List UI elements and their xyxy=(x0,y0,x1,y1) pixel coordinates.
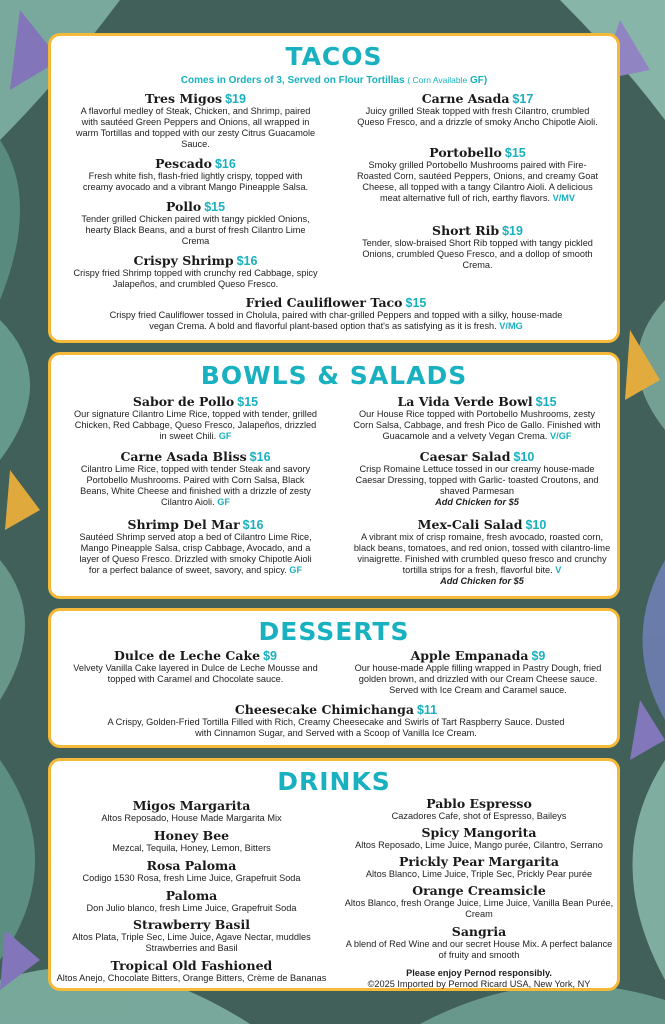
item-name: Strawberry Basil xyxy=(133,917,250,932)
drink-item xyxy=(59,799,324,824)
menu-item xyxy=(73,518,318,576)
item-price: $19 xyxy=(502,224,523,238)
menu-item xyxy=(73,200,318,247)
item-desc: Tender, slow-braised Short Rib topped with tangy pickled Onions, crumbled Queso Fresco, and a dollop of smooth Crema. xyxy=(362,238,593,270)
menu-item xyxy=(355,224,600,271)
drink-item xyxy=(343,855,615,880)
menu-item xyxy=(73,254,318,290)
diet-tag: GF xyxy=(289,565,303,575)
menu-item xyxy=(73,92,318,150)
menu-item xyxy=(73,450,318,508)
drink-item xyxy=(343,925,615,961)
item-desc: A Crispy, Golden-Fried Tortilla Filled with Rich, Creamy Cheesecake and Swirls of Tart Raspberry Sauce. Dusted with Cinnamon Sugar, and Served with a Scoop of Vanilla Ice Cream. xyxy=(107,717,565,738)
item-desc: Tender grilled Chicken paired with tangy pickled Onions, hearty Black Beans, and a burst of fresh Cilantro Lime Crema xyxy=(81,214,310,246)
item-name: Tropical Old Fashioned xyxy=(110,958,273,973)
drinks-title: DRINKS xyxy=(277,767,391,796)
item-price: $16 xyxy=(236,254,258,268)
drink-item xyxy=(59,829,324,854)
item-name: Prickly Pear Margarita xyxy=(399,854,559,869)
item-price: $11 xyxy=(416,703,438,717)
item-desc: Our signature Cilantro Lime Rice, topped with tender, grilled Chicken, Red Cabbage, Queso Fresco, Jalapeños, drizzled in sweet Chili. xyxy=(73,409,318,441)
bowls-panel xyxy=(48,352,620,599)
menu-item xyxy=(351,395,603,442)
legal-line-1: Please enjoy Pernod responsibly. xyxy=(406,968,552,978)
diet-tag: V/GF xyxy=(550,431,572,441)
tacos-subtitle-text: Comes in Orders of 3, Served on Flour Tortillas xyxy=(180,75,405,86)
item-desc: Our House Rice topped with Portobello Mushrooms, zesty Corn Salsa, Cabbage, and fresh Pico de Gallo. Finished with Guacamole and a velvety Vegan Crema. xyxy=(353,409,601,441)
menu-item xyxy=(347,649,609,696)
item-desc: A vibrant mix of crisp romaine, fresh avocado, roasted corn, black beans, tomatoes, and red onion, tossed with cilantro-lime vinaigrette. Finished with crumbled queso fresco and crunchy tortilla strips for a fresh, flavorful bite. xyxy=(353,532,611,575)
add-chicken-note: Add Chicken for $5 xyxy=(435,497,519,507)
drink-item xyxy=(343,797,615,822)
tacos-title: TACOS xyxy=(285,42,383,71)
item-name: Dulce de Leche Cake xyxy=(114,648,261,663)
item-name: Caesar Salad xyxy=(419,449,511,464)
bowls-title: BOWLS & SALADS xyxy=(200,361,468,390)
menu-item xyxy=(73,649,318,685)
diet-tag: V xyxy=(555,565,562,575)
item-desc: Altos Anejo, Chocolate Bitters, Orange Bitters, Crème de Bananas xyxy=(56,973,327,983)
item-price: $16 xyxy=(242,518,264,532)
item-name: Rosa Paloma xyxy=(146,858,237,873)
item-name: Honey Bee xyxy=(153,828,230,843)
item-desc: Altos Blanco, fresh Orange Juice, Lime Juice, Vanilla Bean Purée, Cream xyxy=(344,898,614,919)
item-name: Tres Migos xyxy=(145,91,223,106)
menu-item xyxy=(73,395,318,442)
item-price: $19 xyxy=(225,92,246,106)
item-name: Paloma xyxy=(165,888,218,903)
menu-item xyxy=(101,703,571,739)
item-price: $9 xyxy=(263,649,277,663)
item-name: Short Rib xyxy=(432,223,500,238)
item-name: Cheesecake Chimichanga xyxy=(234,702,414,717)
item-desc: Crispy fried Cauliflower tossed in Cholula, paired with char-grilled Peppers and topped with a silky, house-made vegan Crema. A bold and flavorful plant-based option that's as satisfying as it is fresh. xyxy=(109,310,563,331)
drink-item xyxy=(343,884,615,920)
item-name: Mex-Cali Salad xyxy=(417,517,523,532)
legal-notice xyxy=(343,968,615,990)
item-desc: Codigo 1530 Rosa, fresh Lime Juice, Grapefruit Soda xyxy=(82,873,301,883)
item-desc: Altos Reposado, House Made Margarita Mix xyxy=(101,813,282,823)
item-desc: Altos Reposado, Lime Juice, Mango purée, Cilantro, Serrano xyxy=(355,840,603,850)
item-desc: Cilantro Lime Rice, topped with tender Steak and savory Portobello Mushrooms. Paired with Corn Salsa, Black Beans, White Cheese and finished with a drizzle of zesty Cilantro Aioli. xyxy=(80,464,311,507)
item-desc: Smoky grilled Portobello Mushrooms paired with Fire-Roasted Corn, sautéed Peppers, Onions, and creamy Goat Cheese, all topped with a tangy Cilantro Aioli. A delicious meat alternative full of rich, earthy flavors. xyxy=(356,160,599,203)
item-price: $15 xyxy=(405,296,427,310)
item-name: Pescado xyxy=(155,156,212,171)
tacos-panel xyxy=(48,33,620,343)
item-name: Fried Cauliflower Taco xyxy=(245,295,403,310)
menu-item xyxy=(101,296,571,332)
item-price: $15 xyxy=(204,200,226,214)
item-name: Sabor de Pollo xyxy=(132,394,235,409)
item-price: $9 xyxy=(531,649,546,663)
item-name: Pollo xyxy=(165,199,202,214)
item-name: Orange Creamsicle xyxy=(412,883,546,898)
drink-item xyxy=(59,918,324,954)
item-price: $10 xyxy=(525,518,547,532)
diet-tag: GF xyxy=(217,497,230,507)
item-name: Migos Margarita xyxy=(132,798,251,813)
desserts-title: DESSERTS xyxy=(258,617,410,646)
drink-item xyxy=(59,859,324,884)
item-name: Apple Empanada xyxy=(410,648,529,663)
item-price: $10 xyxy=(513,450,535,464)
item-name: Spicy Mangorita xyxy=(421,825,537,840)
drink-item xyxy=(59,889,324,914)
item-price: $16 xyxy=(214,157,236,171)
add-chicken-note: Add Chicken for $5 xyxy=(440,576,524,586)
item-desc: Juicy grilled Steak topped with fresh Cilantro, crumbled Queso Fresco, and a drizzle of smoky Ancho Chipotle Aioli. xyxy=(357,106,598,127)
item-name: Shrimp Del Mar xyxy=(127,517,240,532)
item-desc: Crispy fried Shrimp topped with crunchy red Cabbage, spicy Jalapeños, and crumbled Queso Fresco. xyxy=(73,268,318,289)
item-name: La Vida Verde Bowl xyxy=(397,394,533,409)
item-desc: A blend of Red Wine and our secret House Mix. A perfect balance of fruity and smooth xyxy=(345,939,613,960)
item-desc: Fresh white fish, flash-fried lightly crispy, topped with creamy avocado and a vibrant Mango Pineapple Salsa. xyxy=(82,171,309,192)
tacos-corn-gf: GF) xyxy=(469,75,488,86)
item-price: $15 xyxy=(535,395,557,409)
item-price: $15 xyxy=(504,146,526,160)
drink-item xyxy=(343,826,615,851)
drink-item xyxy=(53,959,330,984)
item-desc: Sautéed Shrimp served atop a bed of Cilantro Lime Rice, Mango Pineapple Salsa, crisp Cabbage, Avocado, and a layer of Queso Fresco. Drizzled with smoky Chipotle Aioli for a perfect balance of sweet, savory, and spicy. xyxy=(79,532,312,575)
menu-item xyxy=(73,157,318,193)
item-price: $17 xyxy=(512,92,534,106)
item-desc: A flavorful medley of Steak, Chicken, and Shrimp, paired with sautéed Green Peppers and Onions, all wrapped in warm Tortillas and topped with our zesty Citrus Guacamole Sauce. xyxy=(75,106,316,149)
menu-item xyxy=(355,92,600,128)
desserts-panel xyxy=(48,608,620,748)
tacos-subtitle xyxy=(51,74,617,87)
item-desc: Altos Plata, Triple Sec, Lime Juice, Agave Nectar, muddles Strawberries and Basil xyxy=(72,932,311,953)
item-price: $15 xyxy=(237,395,259,409)
item-desc: Mezcal, Tequila, Honey, Lemon, Bitters xyxy=(112,843,271,853)
item-desc: Velvety Vanilla Cake layered in Dulce de Leche Mousse and topped with Caramel and Chocolate sauce. xyxy=(73,663,318,684)
menu-item xyxy=(355,146,600,204)
diet-tag: V/MV xyxy=(552,193,576,203)
item-name: Carne Asada Bliss xyxy=(120,449,247,464)
item-name: Carne Asada xyxy=(421,91,510,106)
item-price: $16 xyxy=(249,450,271,464)
tacos-corn-note: ( Corn Available xyxy=(407,75,468,85)
item-name: Crispy Shrimp xyxy=(133,253,234,268)
item-name: Sangria xyxy=(451,924,507,939)
diet-tag: GF xyxy=(218,431,232,441)
menu-item xyxy=(351,450,603,508)
item-desc: Don Julio blanco, fresh Lime Juice, Grapefruit Soda xyxy=(86,903,297,913)
item-name: Portobello xyxy=(429,145,502,160)
item-desc: Our house-made Apple filling wrapped in Pastry Dough, fried golden brown, and drizzled with our Cream Cheese sauce. Served with Ice Cream and Caramel sauce. xyxy=(354,663,602,695)
menu-item xyxy=(351,518,613,587)
diet-tag: V/MG xyxy=(499,321,523,331)
legal-line-2: ©2025 Imported by Pernod Ricard USA, New York, NY xyxy=(367,979,591,989)
item-desc: Crisp Romaine Lettuce tossed in our creamy house-made Caesar Dressing, topped with Garlic- toasted Croutons, and shaved Parmesan xyxy=(355,464,599,496)
item-desc: Altos Blanco, Lime Juice, Triple Sec, Prickly Pear purée xyxy=(365,869,593,879)
item-name: Pablo Espresso xyxy=(426,796,532,811)
item-desc: Cazadores Cafe, shot of Espresso, Baileys xyxy=(391,811,567,821)
drinks-panel xyxy=(48,758,620,991)
